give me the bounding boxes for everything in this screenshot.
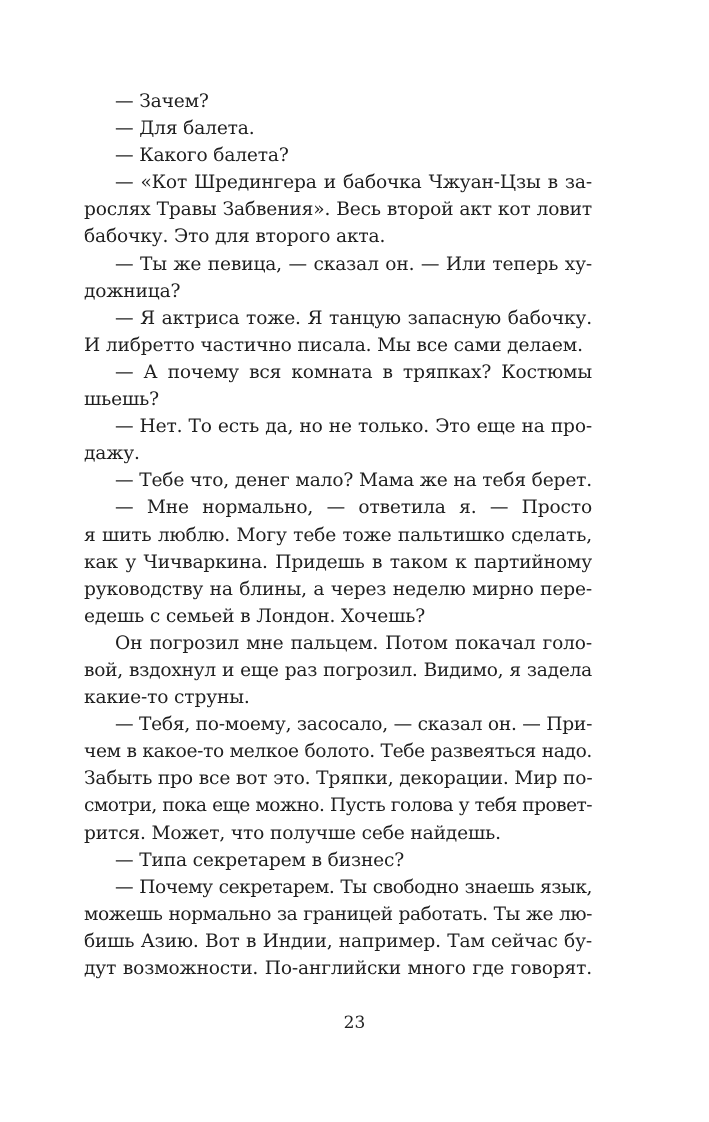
- text-line: рится. Может, что получше себе найдешь.: [84, 822, 501, 844]
- text-line: шьешь?: [84, 389, 159, 411]
- text-line: я шить люблю. Могу тебе тоже пальтишко сделать,: [84, 524, 592, 546]
- text-line: — Какого балета?: [115, 145, 289, 167]
- text-line: какие-то струны.: [84, 687, 250, 709]
- text-line: руководству на блины, а через неделю мирно пере-: [84, 578, 592, 600]
- text-line: — Мне нормально, — ответила я. — Просто: [115, 497, 592, 519]
- text-line: — Тебе что, денег мало? Мама же на тебя берет.: [115, 470, 593, 492]
- text-line: рослях Травы Забвения». Весь второй акт кот ловит: [84, 199, 592, 221]
- text-line: вой, вздохнул и еще раз погрозил. Видимо, я задела: [84, 659, 592, 681]
- text-line: — Почему секретарем. Ты свободно знаешь язык,: [115, 876, 592, 898]
- text-line: — Зачем?: [115, 91, 209, 112]
- text-line: Забыть про все вот это. Тряпки, декорации. Мир по-: [84, 768, 593, 790]
- text-line: чем в какое-то мелкое болото. Тебе развеяться надо.: [84, 741, 592, 763]
- text-line: — Типа секретарем в бизнес?: [115, 849, 405, 871]
- text-line: И либретто частично писала. Мы все сами делаем.: [84, 334, 583, 356]
- text-line: — Я актриса тоже. Я танцую запасную бабочку.: [115, 307, 592, 329]
- text-line: — Ты же певица, — сказал он. — Или теперь ху-: [115, 253, 592, 275]
- text-line: — А почему вся комната в тряпках? Костюмы: [115, 361, 592, 383]
- text-line: — Тебя, по-моему, засосало, — сказал он. — При-: [115, 714, 593, 736]
- text-line: едешь с семьей в Лондон. Хочешь?: [84, 605, 426, 627]
- text-line: можешь нормально за границей работать. Ты же лю-: [84, 903, 592, 925]
- text-line: — «Кот Шредингера и бабочка Чжуан-Цзы в за-: [115, 172, 592, 194]
- text-line: дут возможности. По-английски много где говорят.: [84, 958, 592, 979]
- text-line: дажу.: [84, 443, 140, 465]
- text-line: смотри, пока еще можно. Пусть голова у тебя провет-: [84, 795, 592, 817]
- text-line: — Нет. То есть да, но не только. Это еще на про-: [115, 416, 592, 438]
- text-line: Он погрозил мне пальцем. Потом покачал голо-: [115, 632, 592, 654]
- text-line: — Для балета.: [115, 118, 255, 140]
- book-page-text: [84, 88, 592, 982]
- text-line: бишь Азию. Вот в Индии, например. Там сейчас бу-: [84, 930, 592, 952]
- text-line: бабочку. Это для второго акта.: [84, 226, 386, 248]
- page-number: 23: [343, 1013, 366, 1033]
- text-line: дожница?: [84, 280, 181, 302]
- text-line: как у Чичваркина. Придешь в таком к партийному: [84, 551, 592, 573]
